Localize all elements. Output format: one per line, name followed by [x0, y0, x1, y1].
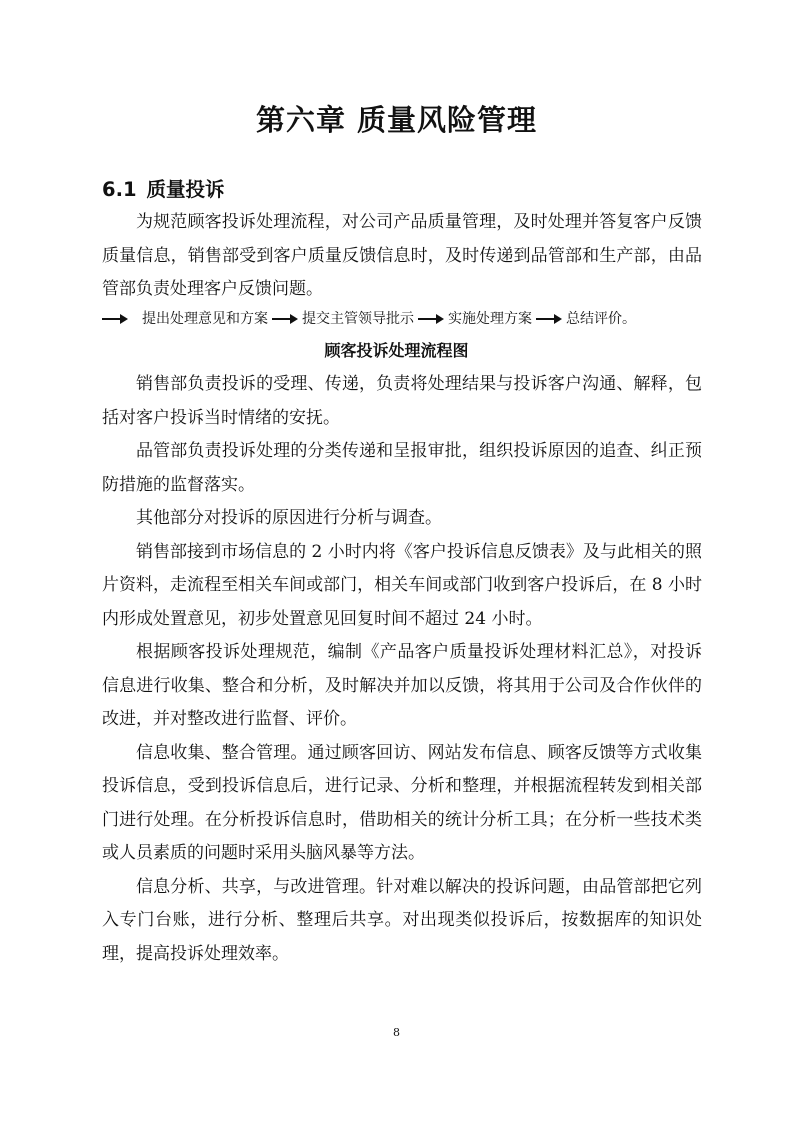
arrow-icon [272, 307, 298, 331]
body-paragraph: 根据顾客投诉处理规范，编制《产品客户质量投诉处理材料汇总》，对投诉信息进行收集、整合和分析，及时解决并加以反馈，将其用于公司及合作伙伴的改进，并对整改进行监督、评价。 [102, 642, 702, 729]
figure-caption: 顾客投诉处理流程图 [324, 341, 469, 360]
flow-step-1: 提出处理意见和方案 [142, 311, 268, 327]
flow-step-3: 实施处理方案 [448, 311, 532, 327]
flow-step-4: 总结评价。 [566, 311, 636, 327]
section-heading [102, 174, 225, 202]
intro-block [102, 206, 702, 307]
intro-paragraph: 为规范顾客投诉处理流程，对公司产品质量管理，及时处理并答复客户反馈质量信息，销售部受到客户质量反馈信息时，及时传递到品管部和生产部，由品管部负责处理客户反馈问题。 [102, 212, 702, 299]
arrow-icon [102, 307, 128, 331]
section-title: 质量投诉 [146, 178, 225, 201]
body-paragraph: 信息分析、共享，与改进管理。针对难以解决的投诉问题，由品管部把它列入专门台账，进行分析、整理后共享。对出现类似投诉后，按数据库的知识处理，提高投诉处理效率。 [102, 876, 702, 964]
body-paragraph: 销售部接到市场信息的 2 小时内将《客户投诉信息反馈表》及与此相关的照片资料，走流程至相关车间或部门，相关车间或部门收到客户投诉后，在 8 小时内形成处置意见，初步处置意见回复时间不超过 24 小时。 [102, 541, 702, 629]
body-paragraph: 其他部分对投诉的原因进行分析与调查。 [136, 508, 442, 528]
chapter-title: 第六章 质量风险管理 [255, 103, 538, 137]
arrow-icon [418, 307, 444, 331]
body-paragraph: 销售部负责投诉的受理、传递，负责将处理结果与投诉客户沟通、解释，包括对客户投诉当时情绪的安抚。 [102, 374, 702, 428]
process-flow [102, 307, 722, 331]
section-number: 6.1 [102, 178, 137, 201]
flow-step-2: 提交主管领导批示 [302, 311, 414, 327]
body-paragraph: 品管部负责投诉处理的分类传递和呈报审批，组织投诉原因的追查、纠正预防措施的监督落实。 [102, 441, 702, 495]
body-text [102, 368, 702, 971]
page-number: 8 [393, 1026, 400, 1039]
body-paragraph: 信息收集、整合管理。通过顾客回访、网站发布信息、顾客反馈等方式收集投诉信息，受到投诉信息后，进行记录、分析和整理，并根据流程转发到相关部门进行处理。在分析投诉信息时，借助相关的统计分析工具；在分析一些技术类或人员素质的问题时采用头脑风暴等方法。 [102, 742, 702, 863]
arrow-icon [536, 307, 562, 331]
